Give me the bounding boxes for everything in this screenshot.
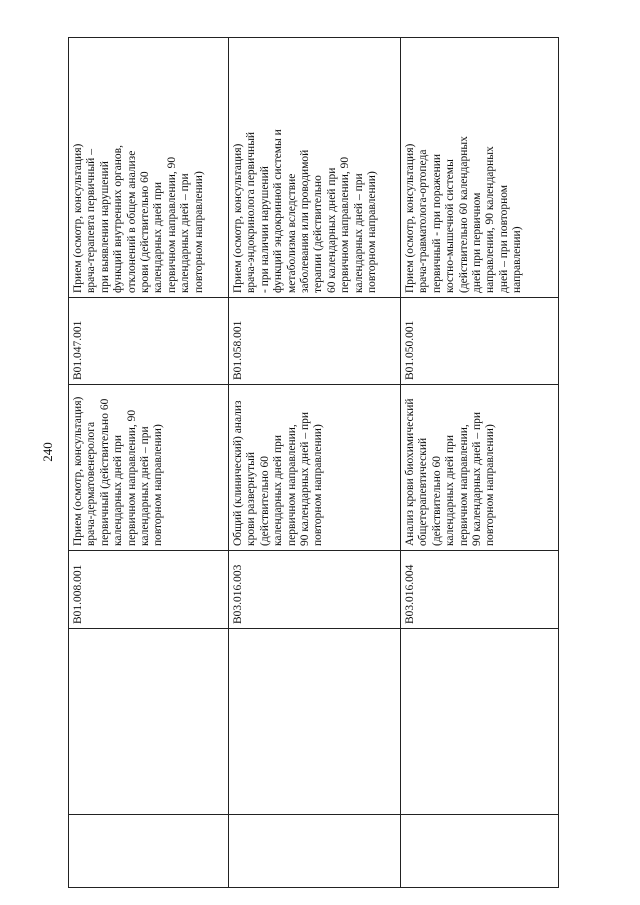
service-name-cell — [229, 385, 401, 551]
empty-cell — [69, 815, 229, 888]
service-code: B01.008.001 — [72, 564, 84, 624]
service-code-cell — [229, 298, 401, 385]
service-code-cell — [69, 551, 229, 629]
service-code: B01.047.001 — [72, 320, 84, 380]
service-code: B03.016.003 — [232, 564, 244, 624]
service-name-cell — [401, 385, 559, 551]
service-code-cell — [229, 551, 401, 629]
service-code-cell — [69, 298, 229, 385]
service-name: Прием (осмотр, консультация) врача-эндокринолога первичный - при наличии нарушений функций эндокринной системы и метаболизма вследствие заболевания или проводимой терапии (действительно 60 календарных дней при первичном направлении, 90 календарных дней – при повторном направлении) — [232, 129, 379, 293]
service-name: Прием (осмотр, консультация) врача-дерматовенеролога первичный (действительно 60 календарных дней при первичном направлении, 90 календарных дней – при повторном направлении) — [72, 396, 165, 546]
service-name-cell — [69, 385, 229, 551]
service-name: Прием (осмотр, консультация) врача-травматолога-ортопеда первичный - при поражении костно-мышечной системы (действительно 60 календарных дней при первичном направлении, 90 календарных дней – при повторном направлении) — [404, 136, 524, 293]
document-table-area — [68, 38, 558, 888]
service-name-cell — [69, 38, 229, 298]
empty-cell — [69, 629, 229, 815]
service-name-cell — [229, 38, 401, 298]
empty-cell — [401, 815, 559, 888]
service-code-cell — [401, 551, 559, 629]
service-name: Прием (осмотр, консультация) врача-терапевта первичный – при выявлении нарушений функций внутренних органов, отклонений в общем анализе крови (действительно 60 календарных дней при первичном направлении, 90 календарных дней – при повторном направлении) — [72, 143, 205, 293]
service-code-cell — [401, 298, 559, 385]
service-code: B01.050.001 — [404, 320, 416, 380]
page-number: 240 — [40, 442, 55, 462]
table-row — [69, 38, 229, 888]
empty-cell — [229, 629, 401, 815]
empty-cell — [229, 815, 401, 888]
services-table — [68, 37, 559, 888]
service-code: B01.058.001 — [232, 320, 244, 380]
rotated-table-container — [68, 38, 558, 888]
service-code: B03.016.004 — [404, 564, 416, 624]
empty-cell — [401, 629, 559, 815]
service-name: Анализ крови биохимический общетерапевтический (действительно 60 календарных дней при первичном направлении, 90 календарных дней – при повторном направлении) — [404, 398, 497, 546]
table-row — [229, 38, 401, 888]
table-row — [401, 38, 559, 888]
service-name: Общий (клинический) анализ крови развернутый (действительно 60 календарных дней при первичном направлении, 90 календарных дней – при повторном направлении) — [232, 400, 325, 546]
service-name-cell — [401, 38, 559, 298]
